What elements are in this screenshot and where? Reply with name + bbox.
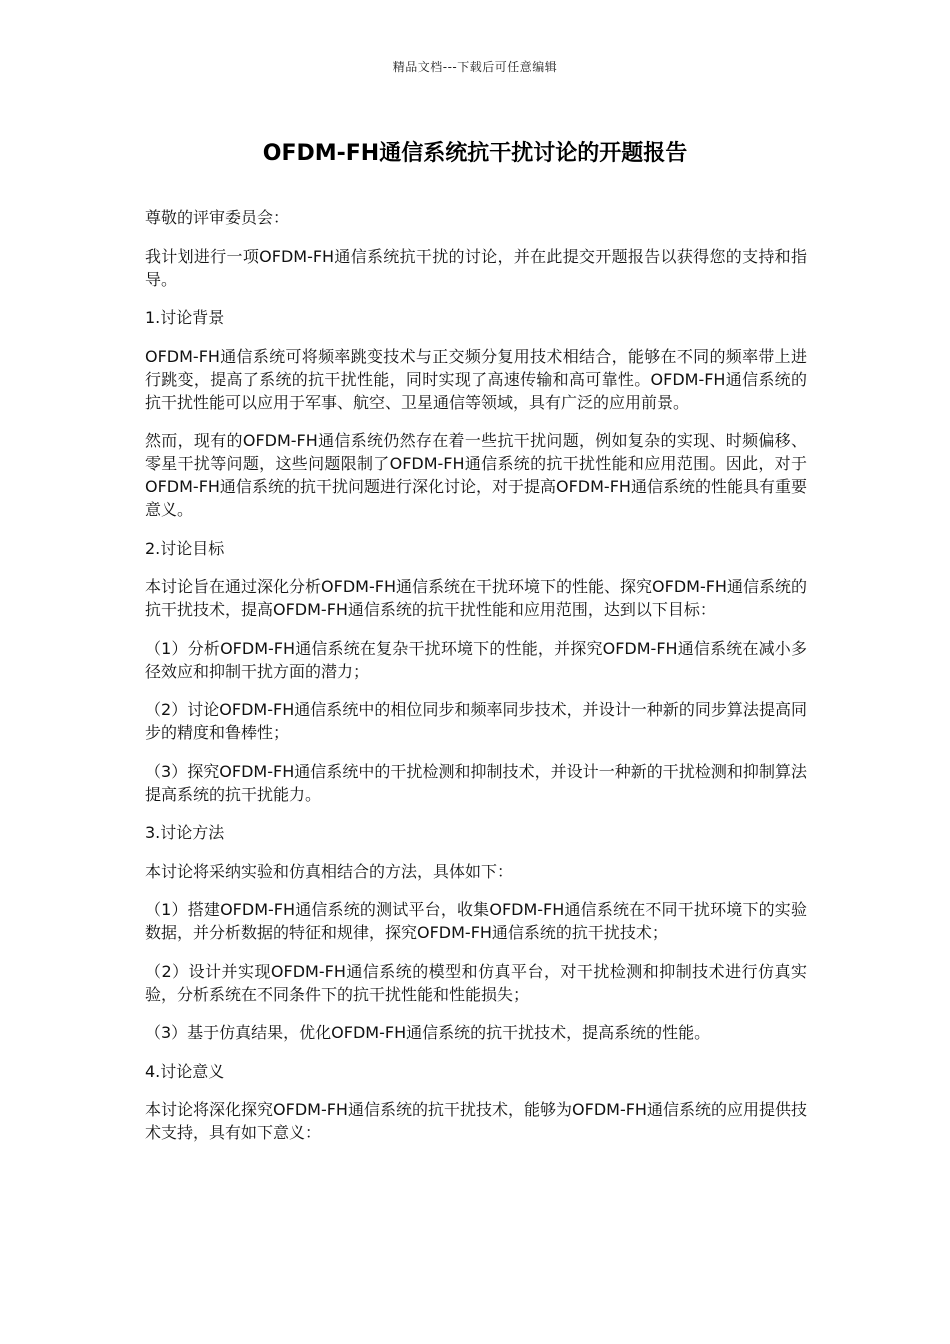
section-heading-goals: 2.讨论目标	[145, 538, 225, 558]
goals-paragraph: 本讨论旨在通过深化分析OFDM-FH通信系统在干扰环境下的性能、探究OFDM-FH通信系统的抗干扰技术，提高OFDM-FH通信系统的抗干扰性能和应用范围，达到以下目标：	[145, 577, 807, 619]
method-item-1: （1）搭建OFDM-FH通信系统的测试平台，收集OFDM-FH通信系统在不同干扰环境下的实验数据，并分析数据的特征和规律，探究OFDM-FH通信系统的抗干扰技术；	[145, 900, 807, 942]
goal-item-1: （1）分析OFDM-FH通信系统在复杂干扰环境下的性能，并探究OFDM-FH通信系统在减小多径效应和抑制干扰方面的潜力；	[145, 638, 807, 681]
background-paragraph-1: OFDM-FH通信系统可将频率跳变技术与正交频分复用技术相结合，能够在不同的频率带上进行跳变，提高了系统的抗干扰性能，同时实现了高速传输和高可靠性。OFDM-FH通信系统的抗干扰性能可以应用于军事、航空、卫星通信等领域，具有广泛的应用前景。	[145, 346, 807, 412]
method-item-2: （2）设计并实现OFDM-FH通信系统的模型和仿真平台，对干扰检测和抑制技术进行仿真实验，分析系统在不同条件下的抗干扰性能和性能损失；	[145, 961, 807, 1004]
goal-item-2: （2）讨论OFDM-FH通信系统中的相位同步和频率同步技术，并设计一种新的同步算法提高同步的精度和鲁棒性；	[145, 700, 807, 742]
section-heading-significance: 4.讨论意义	[145, 1061, 225, 1081]
section-heading-methods: 3.讨论方法	[145, 823, 225, 842]
header-note: 精品文档---下载后可任意编辑	[392, 60, 558, 74]
intro-paragraph: 我计划进行一项OFDM-FH通信系统抗干扰的讨论，并在此提交开题报告以获得您的支持和指导。	[145, 246, 807, 289]
methods-paragraph: 本讨论将采纳实验和仿真相结合的方法，具体如下：	[145, 861, 514, 881]
document-body	[145, 206, 807, 1160]
goal-item-3: （3）探究OFDM-FH通信系统中的干扰检测和抑制技术，并设计一种新的干扰检测和抑制算法提高系统的抗干扰能力。	[145, 761, 807, 804]
method-item-3: （3）基于仿真结果，优化OFDM-FH通信系统的抗干扰技术，提高系统的性能。	[145, 1023, 711, 1042]
background-paragraph-2: 然而，现有的OFDM-FH通信系统仍然存在着一些抗干扰问题，例如复杂的实现、时频偏移、零星干扰等问题，这些问题限制了OFDM-FH通信系统的抗干扰性能和应用范围。因此，对于OFDM-FH通信系统的抗干扰问题进行深化讨论，对于提高OFDM-FH通信系统的性能具有重要意义。	[145, 431, 807, 519]
significance-paragraph: 本讨论将深化探究OFDM-FH通信系统的抗干扰技术，能够为OFDM-FH通信系统的应用提供技术支持，具有如下意义：	[145, 1100, 807, 1142]
section-heading-background: 1.讨论背景	[145, 308, 225, 327]
salutation: 尊敬的评审委员会：	[145, 208, 290, 227]
document-title: OFDM-FH通信系统抗干扰讨论的开题报告	[262, 141, 688, 166]
